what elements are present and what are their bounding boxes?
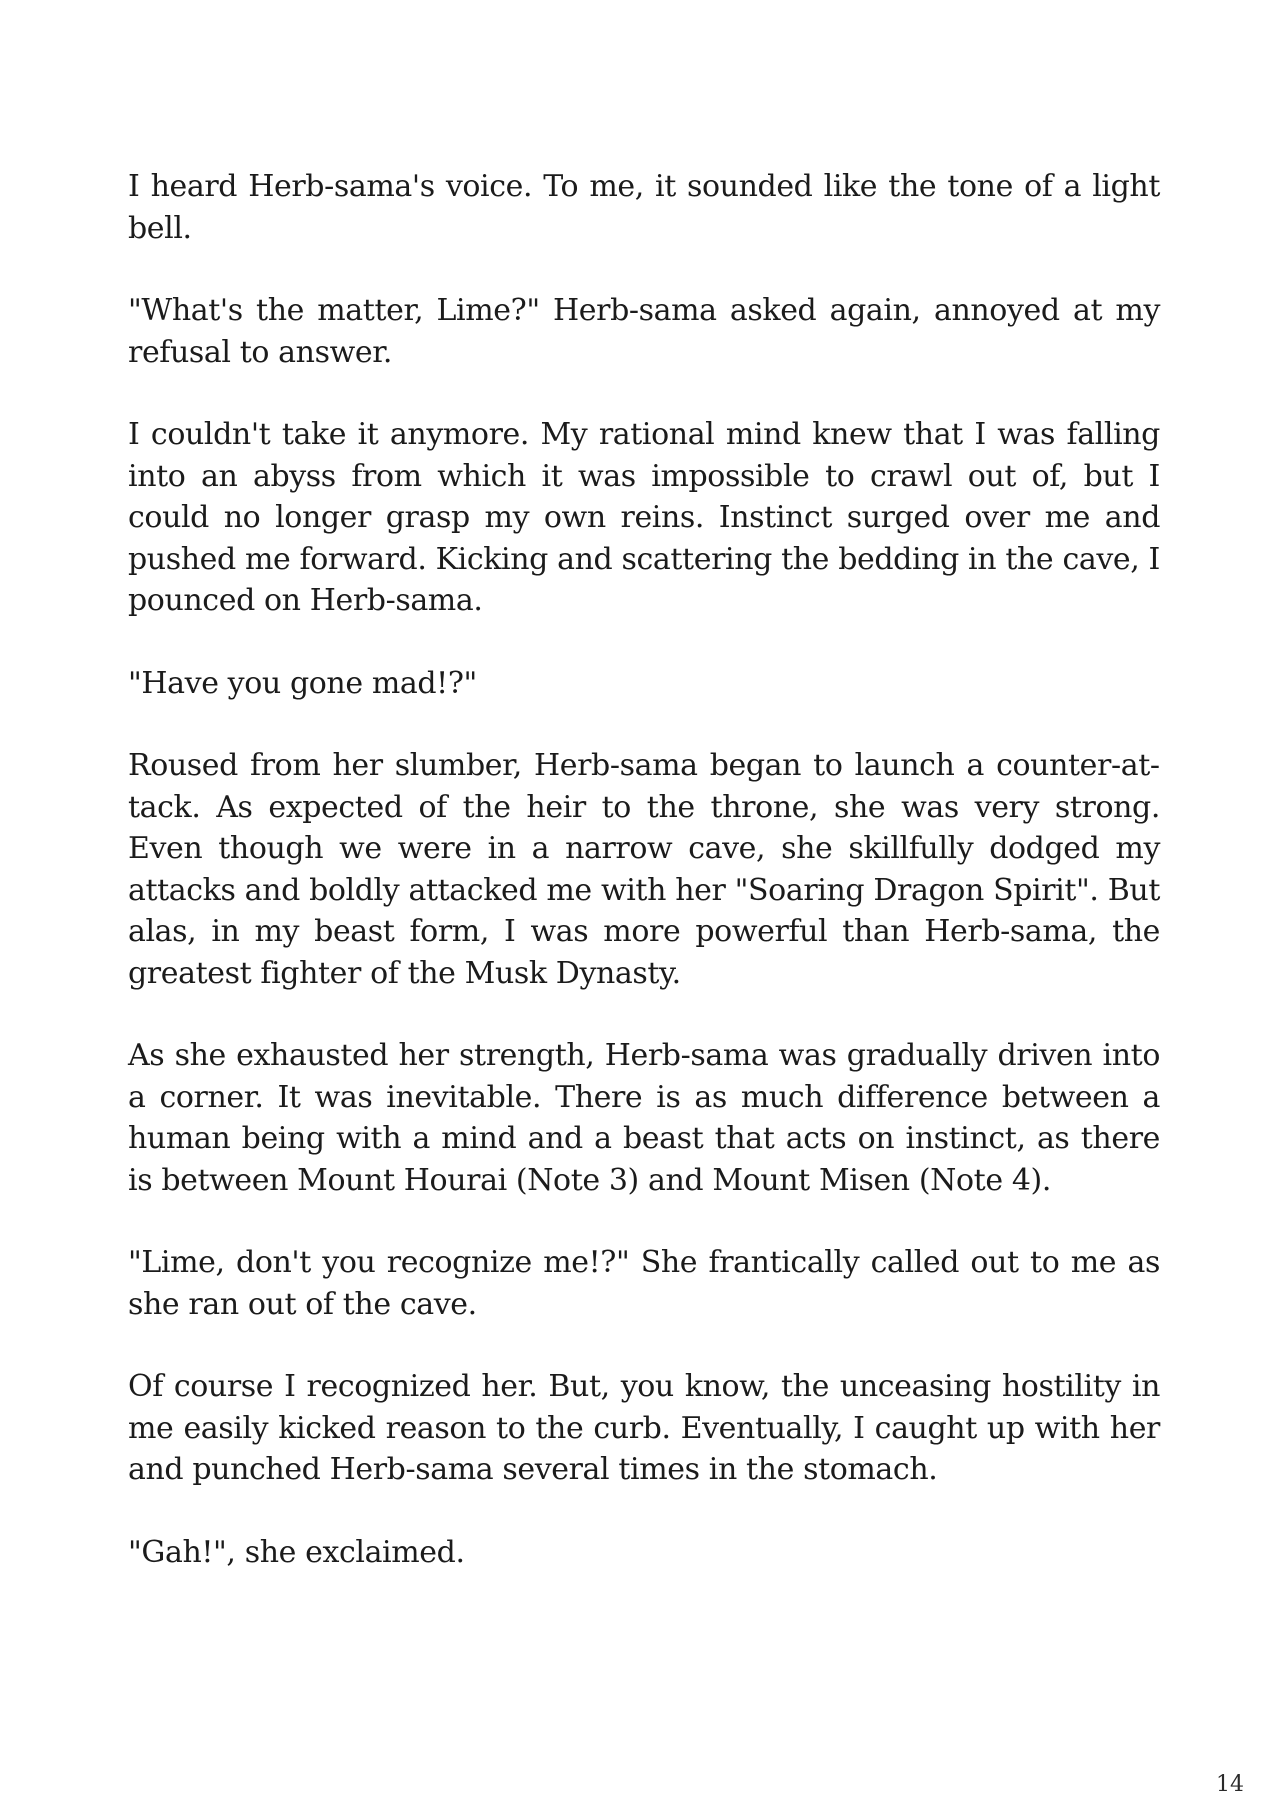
paragraph-7: "Lime, don't you recognize me!?" She frantically called out to me as she ran out of the cave. (128, 1245, 1160, 1322)
paragraph-2: "What's the matter, Lime?" Herb-sama asked again, annoyed at my refusal to answer. (128, 293, 1160, 370)
body-text (128, 166, 1160, 1614)
paragraph-3: I couldn't take it anymore. My rational mind knew that I was falling into an abyss from which it was impossible to crawl out of, but I could no longer grasp my own reins. Instinct surged over me and pushed me forward. Kicking and scattering the bedding in the cave, I pounced on Herb-sama. (128, 417, 1160, 618)
page-number: 14 (1216, 1772, 1244, 1797)
paragraph-4: "Have you gone mad!?" (128, 665, 477, 701)
paragraph-6: As she exhausted her strength, Herb-sama was gradually driven into a corner. It was inevitable. There is as much difference between a human being with a mind and a beast that acts on instinct, as there is between Mount Hourai (Note 3) and Mount Misen (Note 4). (128, 1038, 1160, 1198)
paragraph-5: Roused from her slumber, Herb-sama began to launch a counter-attack. As expected of the heir to the throne, she was very strong. Even though we were in a narrow cave, she skillfully dodged my attacks and boldly attacked me with her "Soaring Dragon Spirit". But alas, in my beast form, I was more powerful than Herb-sama, the greatest fighter of the Musk Dynasty. (128, 748, 1160, 991)
paragraph-1: I heard Herb-sama's voice. To me, it sounded like the tone of a light bell. (128, 169, 1160, 246)
paragraph-8: Of course I recognized her. But, you know, the unceasing hostility in me easily kicked reason to the curb. Eventually, I caught up with her and punched Herb-sama several times in the stomach. (128, 1369, 1160, 1487)
paragraph-9: "Gah!", she exclaimed. (128, 1534, 465, 1570)
